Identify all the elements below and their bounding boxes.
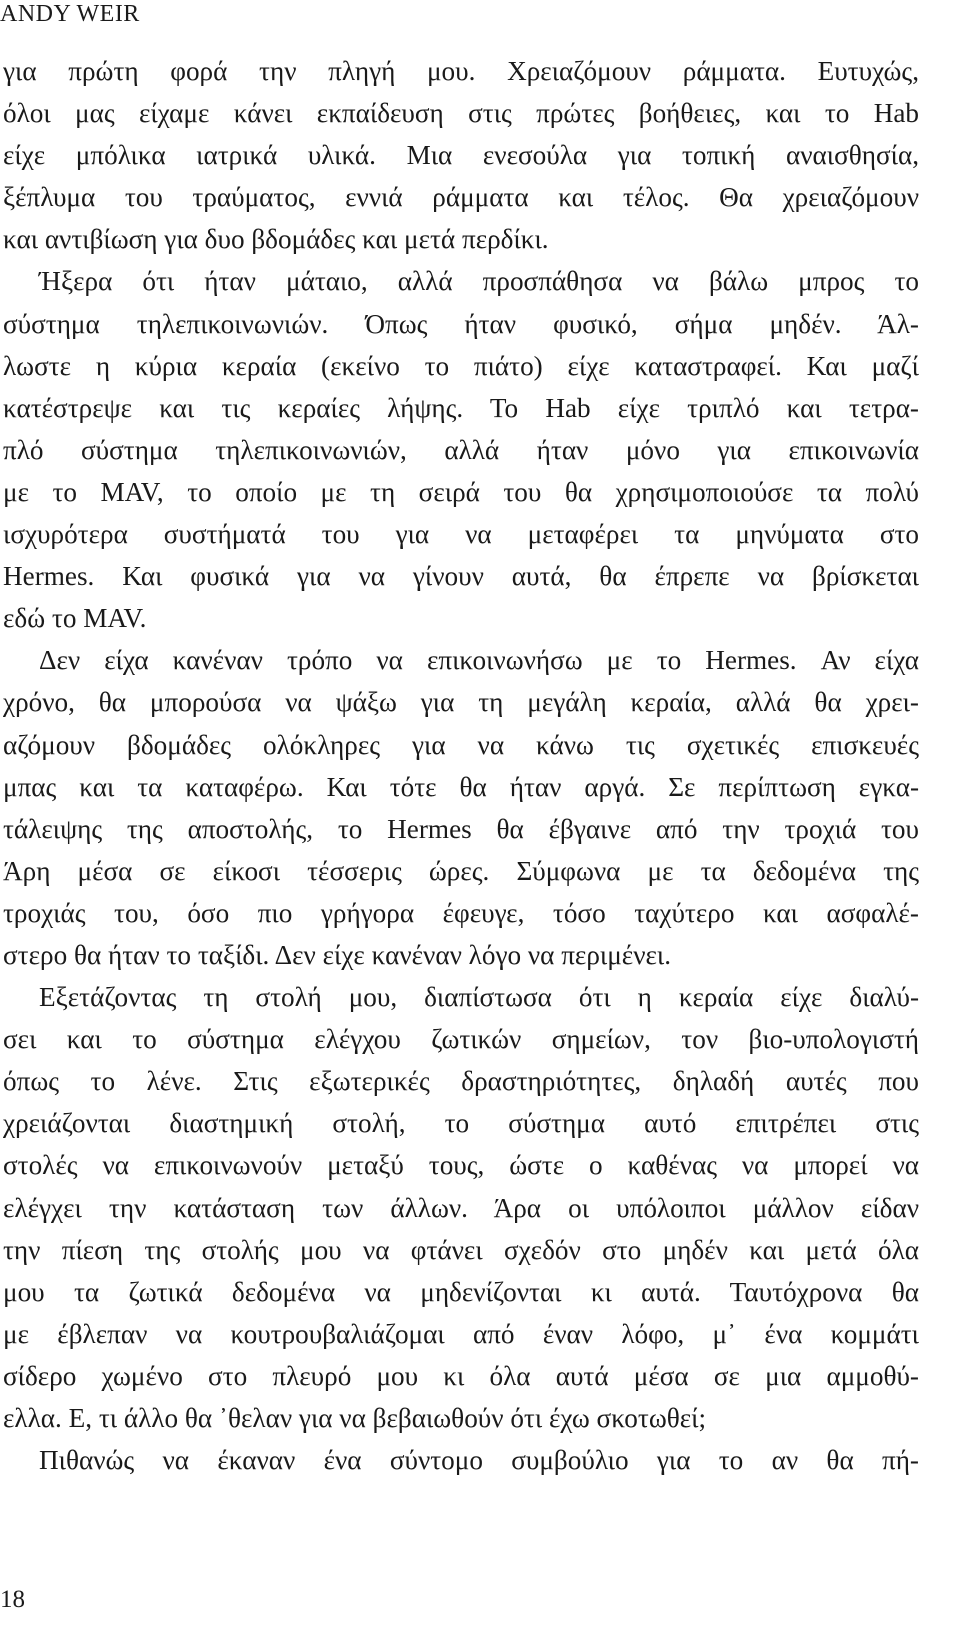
text-line: τροχιάς του, όσο πιο γρήγορα έφευγε, τόσο ταχύτερο και ασφαλέ- <box>3 897 919 928</box>
text-line: Πιθανώς να έκαναν ένα σύντομο συμβούλιο για το αν θα πή- <box>39 1445 919 1476</box>
text-line: πλό σύστημα τηλεπικοινωνιών, αλλά ήταν μόνο για επικοινωνία <box>3 434 919 465</box>
text-line: αζόμουν βδομάδες ολόκληρες για να κάνω τις σχετικές επισκευές <box>3 729 919 760</box>
text-line: Ήξερα ότι ήταν μάταιο, αλλά προσπάθησα να βάλω μπρος το <box>39 266 919 297</box>
text-line: στερο θα ήταν το ταξίδι. Δεν είχε κανέναν λόγο να περιμένει. <box>3 939 672 970</box>
text-line: όπως το λένε. Στις εξωτερικές δραστηριότητες, δηλαδή αυτές που <box>3 1066 919 1097</box>
page-number: 18 <box>0 1586 25 1613</box>
text-line: τάλειψης της αποστολής, το Hermes θα έβγαινε από την τροχιά του <box>3 813 919 844</box>
text-line: λωστε η κύρια κεραία (εκείνο το πιάτο) είχε καταστραφεί. Και μαζί <box>3 350 919 381</box>
text-line: κατέστρεψε και τις κεραίες λήψης. Το Hab είχε τριπλό και τετρα- <box>3 392 919 423</box>
text-line: σει και το σύστημα ελέγχου ζωτικών σημείων, τον βιο-υπολογιστή <box>3 1024 919 1055</box>
text-line: ισχυρότερα συστήματά του για να μεταφέρει τα μηνύματα στο <box>3 519 919 550</box>
text-line: μου τα ζωτικά δεδομένα να μηδενίζονται κι αυτά. Ταυτόχρονα θα <box>3 1276 919 1307</box>
text-line: ξέπλυμα του τραύματος, εννιά ράμματα και τέλος. Θα χρειαζόμουν <box>3 182 919 213</box>
text-line: μπας και τα καταφέρω. Και τότε θα ήταν αργά. Σε περίπτωση εγκα- <box>3 771 919 802</box>
text-line: Δεν είχα κανέναν τρόπο να επικοινωνήσω με το Hermes. Αν είχα <box>39 645 919 676</box>
text-line: χρόνο, θα μπορούσα να ψάξω για τη μεγάλη κεραία, αλλά θα χρει- <box>3 687 919 718</box>
body-text <box>3 52 919 1483</box>
text-line: όλοι μας είχαμε κάνει εκπαίδευση στις πρώτες βοήθειες, και το Hab <box>3 98 919 129</box>
text-line: χρειάζονται διαστημική στολή, το σύστημα αυτό επιτρέπει στις <box>3 1108 919 1139</box>
text-line: Hermes. Και φυσικά για να γίνουν αυτά, θα έπρεπε να βρίσκεται <box>3 561 919 592</box>
text-line: και αντιβίωση για δυο βδομάδες και μετά περδίκι. <box>3 224 549 255</box>
text-line: την πίεση της στολής μου να φτάνει σχεδόν στο μηδέν και μετά όλα <box>3 1234 919 1265</box>
text-line: ελλα. Ε, τι άλλο θα ᾽θελαν για να βεβαιωθούν ότι έχω σκοτωθεί; <box>3 1403 707 1433</box>
text-line: στολές να επικοινωνούν μεταξύ τους, ώστε ο καθένας να μπορεί να <box>3 1150 919 1181</box>
running-head: ANDY WEIR <box>0 1 140 27</box>
text-line: είχε μπόλικα ιατρικά υλικά. Μια ενεσούλα για τοπική αναισθησία, <box>3 140 919 171</box>
text-line: για πρώτη φορά την πληγή μου. Χρειαζόμουν ράμματα. Ευτυχώς, <box>3 56 919 86</box>
text-line: με το MAV, το οποίο με τη σειρά του θα χρησιμοποιούσε τα πολύ <box>3 476 919 507</box>
text-line: Άρη μέσα σε είκοσι τέσσερις ώρες. Σύμφωνα με τα δεδομένα της <box>3 855 919 886</box>
text-line: σύστημα τηλεπικοινωνιών. Όπως ήταν φυσικό, σήμα μηδέν. Άλ- <box>3 308 919 339</box>
text-line: ελέγχει την κατάσταση των άλλων. Άρα οι υπόλοιποι μάλλον είδαν <box>3 1192 919 1223</box>
text-line: εδώ το MAV. <box>3 603 147 634</box>
text-line: Εξετάζοντας τη στολή μου, διαπίστωσα ότι η κεραία είχε διαλύ- <box>39 982 919 1013</box>
text-line: σίδερο χωμένο στο πλευρό μου κι όλα αυτά μέσα σε μια αμμοθύ- <box>3 1360 919 1391</box>
text-line: με έβλεπαν να κουτρουβαλιάζομαι από έναν λόφο, μ᾽ ένα κομμάτι <box>3 1318 919 1349</box>
